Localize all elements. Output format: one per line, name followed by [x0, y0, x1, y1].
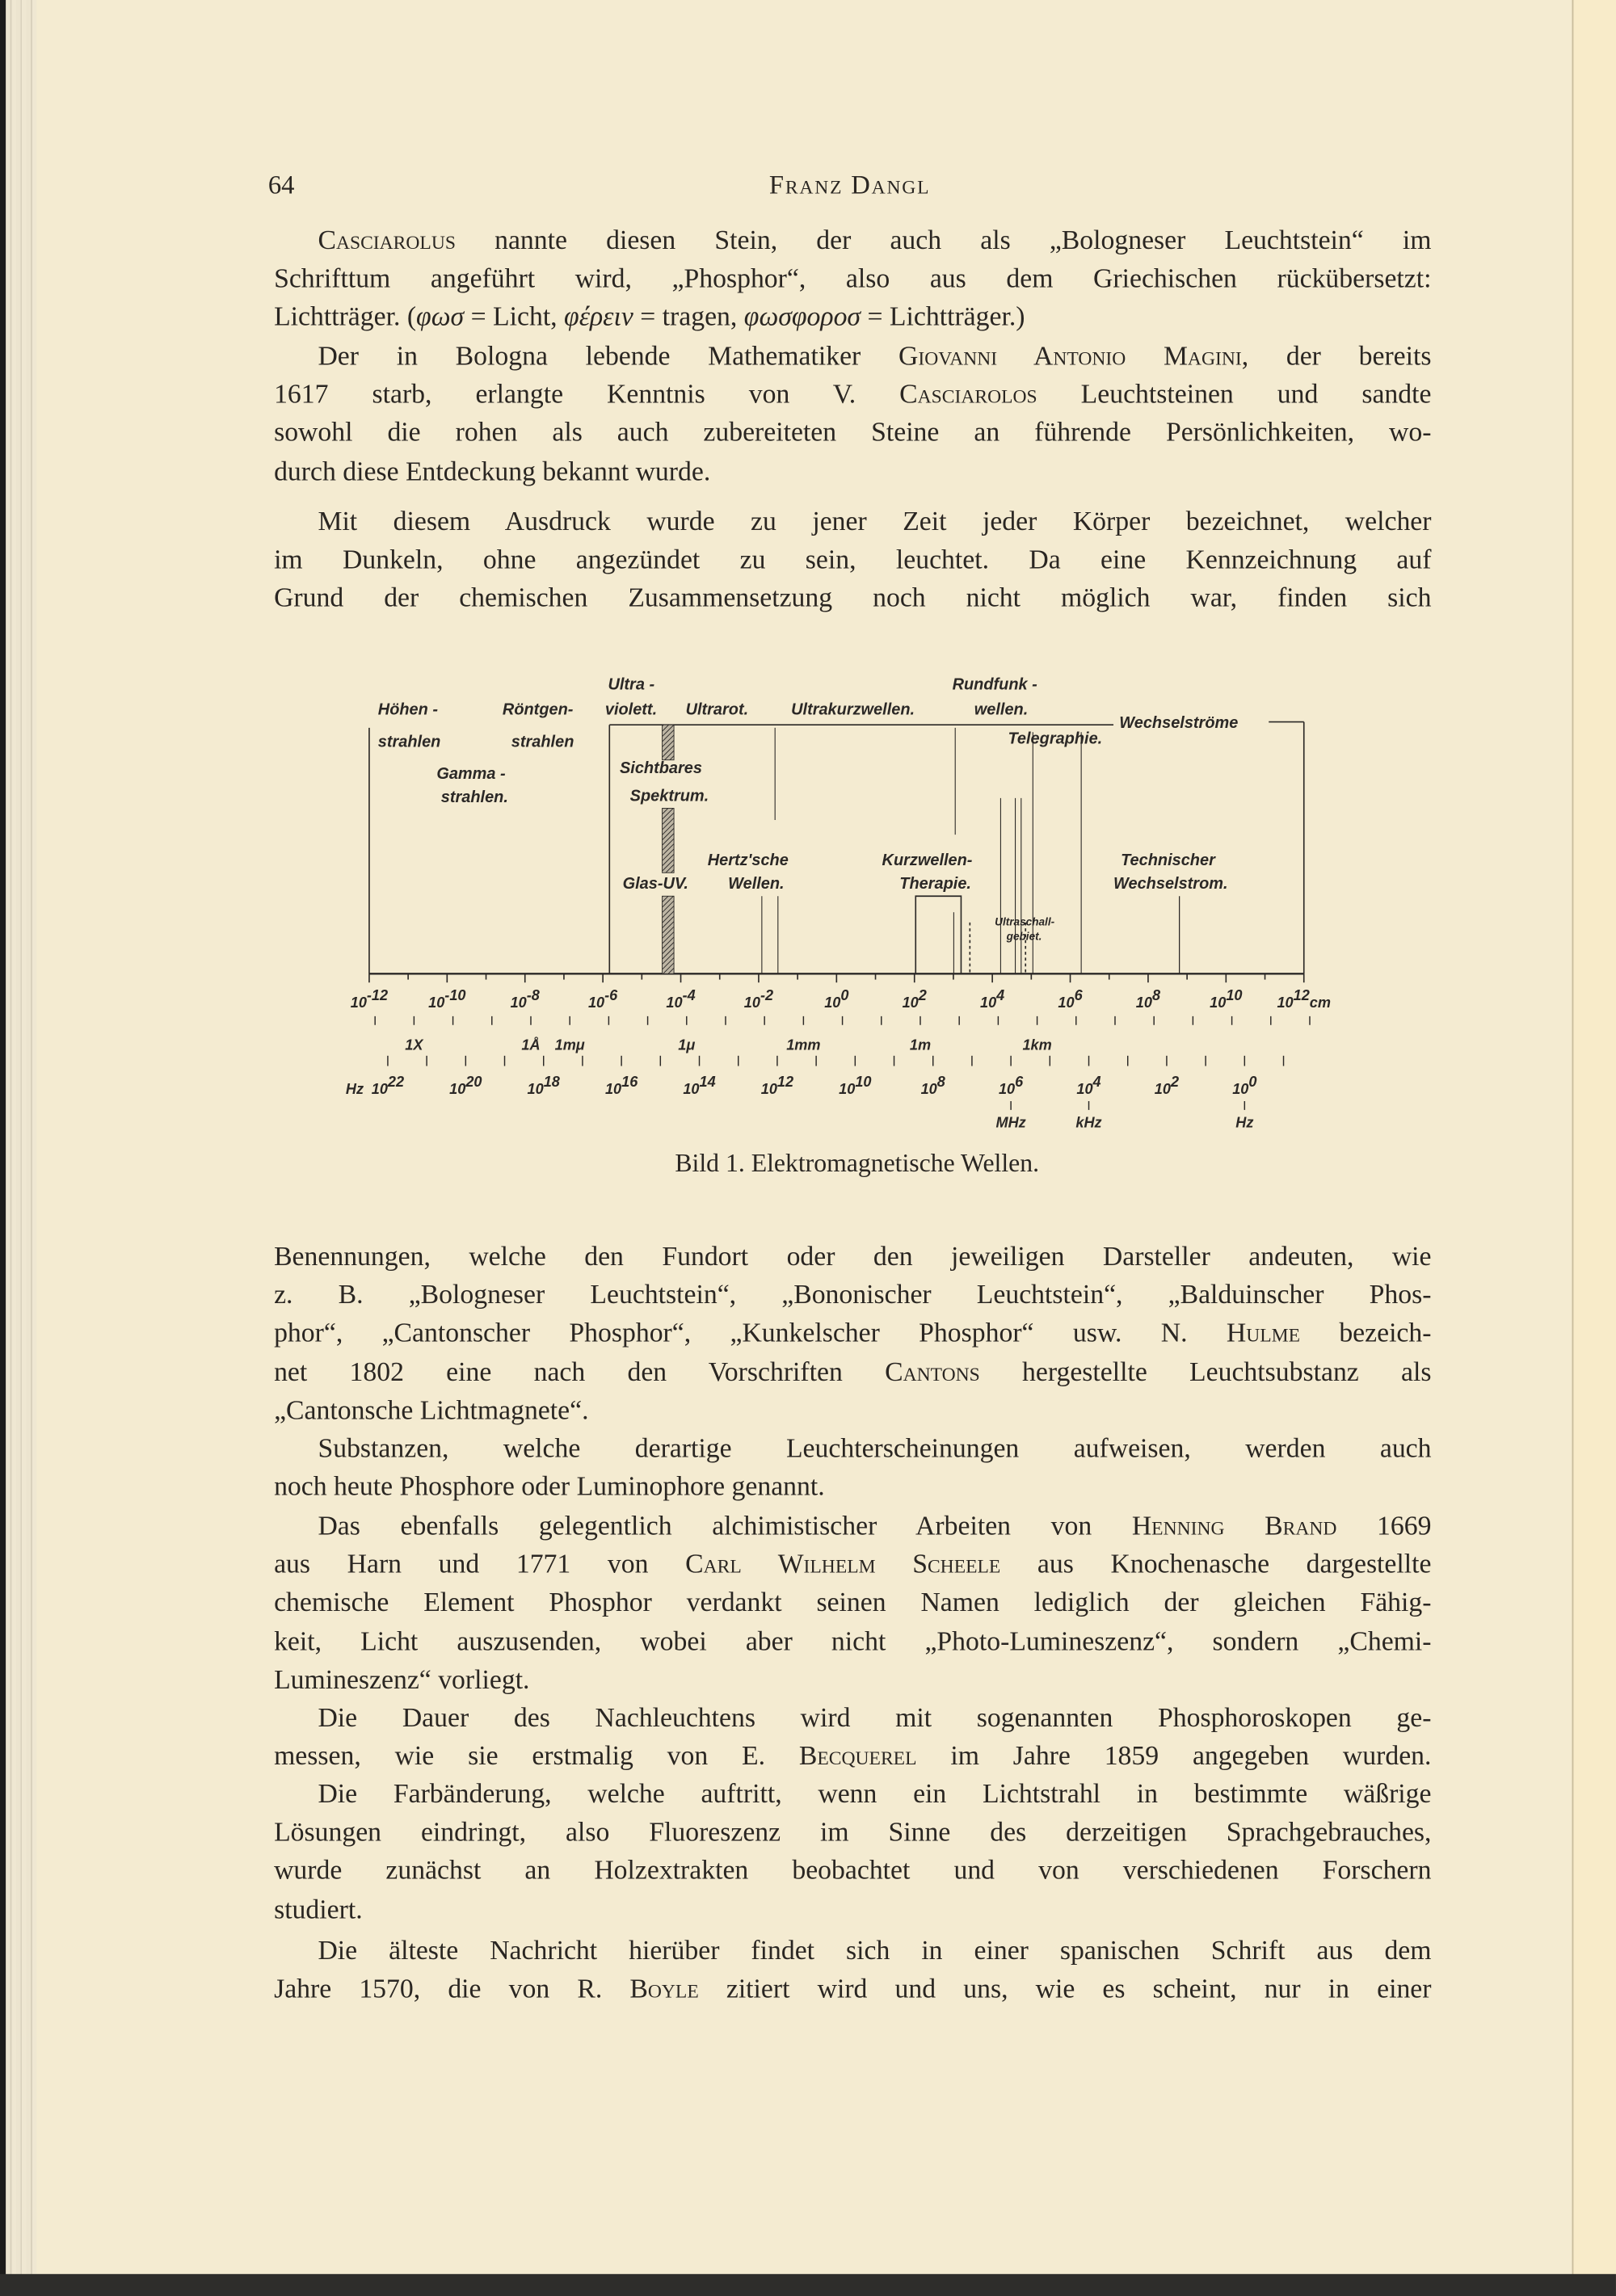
length-unit-label: 1μ: [678, 1037, 696, 1053]
text-run: noch heute Phosphore oder Luminophore genannt.: [274, 1471, 825, 1503]
cm-tick-label: 108: [1135, 986, 1161, 1011]
text-run: , der bereits: [1241, 341, 1432, 372]
text-run: = tragen,: [633, 302, 744, 334]
text-line: [274, 1662, 1431, 1700]
text-run: im Jahre 1859 angegeben wurden.: [916, 1741, 1432, 1772]
label-hertz-1: Hertz'sche: [707, 852, 789, 870]
cm-tick-label: 10-2: [743, 986, 774, 1011]
paragraph: [274, 1700, 1431, 1777]
text-line: [274, 1585, 1431, 1623]
label-sichtbares-2: Spektrum.: [629, 787, 709, 805]
exponent: 2: [918, 986, 927, 1003]
text-run: Die Farbänderung, welche auftritt, wenn ein Lichtstrahl in bestimmte wäßrige: [318, 1779, 1432, 1810]
text-line: [274, 1277, 1431, 1315]
visible-bar-segment: [663, 809, 675, 873]
hz-tick-label: 102: [1154, 1073, 1180, 1097]
text-run: Der in Bologna lebende Mathematiker: [318, 341, 899, 372]
label-gamma-1: Gamma -: [436, 765, 506, 784]
cm-tick-label: 104: [980, 986, 1005, 1011]
length-unit-label: 1mm: [786, 1037, 821, 1053]
label-hoehenstrahlen-2: strahlen: [377, 733, 441, 751]
label-hoehenstrahlen-1: Höhen -: [377, 700, 439, 719]
cm-tick-label: 106: [1058, 986, 1083, 1011]
text-run: Lösungen eindringt, also Fluoreszenz im Sinne des derzeitigen Sprachgebrauches,: [274, 1817, 1432, 1848]
label-ultraschall-2: gebiet.: [1006, 930, 1042, 943]
person-name-smallcaps: Casciarolos: [899, 379, 1037, 410]
hz-tick-label: 1018: [527, 1073, 560, 1097]
text-line: [274, 1815, 1431, 1852]
text-run: 1617 starb, erlangte Kenntnis von V.: [274, 379, 900, 410]
label-technischer-2: Wechselstrom.: [1113, 875, 1228, 894]
exponent: 6: [1074, 986, 1083, 1003]
text-run: Jahre 1570, die von R.: [274, 1974, 630, 2005]
text-run: Lumineszenz“ vorliegt.: [274, 1664, 530, 1696]
paragraph: [274, 1933, 1431, 2010]
text-run: = Lichtträger.): [861, 302, 1025, 334]
diagram-labels: [378, 676, 1239, 943]
text-line: [274, 1238, 1431, 1276]
exponent: 20: [465, 1073, 482, 1090]
person-name-smallcaps: Hulme: [1226, 1318, 1300, 1349]
hz-tick-label: 1014: [683, 1073, 716, 1097]
text-line: [274, 1392, 1431, 1430]
length-unit-label: 1X: [405, 1037, 423, 1053]
paragraph: [274, 1238, 1431, 1430]
greek-word: φέρειν: [564, 302, 633, 334]
text-run: hergestellte Leuchtsubstanz als: [979, 1356, 1432, 1388]
length-unit-label: 1km: [1022, 1037, 1052, 1053]
length-unit-label: 1Å: [521, 1037, 541, 1053]
text-run: studiert.: [274, 1894, 363, 1925]
text-run: Die älteste Nachricht hierüber findet sich in einer spanischen Schrift aus dem: [318, 1936, 1432, 1967]
label-ultraschall-1: Ultraschall-: [995, 915, 1055, 928]
diagram-lines: [369, 722, 1304, 974]
hz-tick-label: 1010: [839, 1073, 872, 1097]
text-run: Leuchtsteinen und sandte: [1037, 379, 1432, 410]
freq-unit-label: MHz: [995, 1114, 1026, 1131]
person-name-smallcaps: Cantons: [885, 1356, 980, 1388]
hz-tick-label: 1016: [604, 1073, 638, 1097]
text-line: [274, 1546, 1431, 1584]
label-rundfunk-1: Rundfunk -: [952, 675, 1037, 694]
figure-caption: Bild 1. Elektromagnetische Wellen.: [675, 1148, 1040, 1178]
cm-tick-label: 10-8: [510, 986, 540, 1011]
text-run: Lichtträger. (: [274, 302, 417, 334]
text-run: aus Knochenasche dargestellte: [1000, 1549, 1432, 1581]
text-run: messen, wie sie erstmalig von E.: [274, 1741, 799, 1772]
exponent: 16: [621, 1073, 638, 1090]
greek-word: φωσφοροσ: [743, 302, 861, 334]
text-run: 1669: [1336, 1511, 1432, 1542]
text-line: [274, 1508, 1431, 1546]
exponent: 12: [776, 1073, 794, 1090]
hz-tick-label: 108: [920, 1073, 945, 1097]
label-wechselstroeme: Wechselströme: [1119, 713, 1239, 732]
paragraph: [274, 1431, 1431, 1508]
text-run: Schrifttum angeführt wird, „Phosphor“, also aus dem Griechischen rückübersetzt:: [274, 263, 1432, 295]
freq-unit-label: kHz: [1075, 1114, 1102, 1131]
exponent: 12: [1293, 986, 1310, 1003]
person-name-smallcaps: Becquerel: [798, 1741, 917, 1772]
hz-tick-label: 104: [1076, 1073, 1101, 1097]
label-ultraviolett-1: Ultra -: [608, 675, 655, 694]
cm-tick-label: 10-12: [350, 986, 389, 1011]
hz-tick-label: 1020: [449, 1073, 482, 1097]
text-line: [274, 1777, 1431, 1815]
exponent: 10: [855, 1073, 872, 1090]
text-run: sowohl die rohen als auch zubereiteten Steine an führende Persönlichkeiten, wo-: [274, 418, 1432, 449]
label-glas-uv: Glas-UV.: [622, 875, 688, 894]
text-run: durch diese Entdeckung bekannt wurde.: [274, 456, 711, 487]
label-roentgen-2: strahlen: [511, 733, 574, 751]
text-line: [274, 1354, 1431, 1392]
text-run: Grund der chemischen Zusammensetzung noch nicht möglich war, finden sich: [274, 583, 1432, 615]
text-run: zitiert wird und uns, wie es scheint, nur in einer: [698, 1974, 1432, 2005]
exponent: -12: [366, 986, 389, 1003]
person-name-smallcaps: Giovanni Antonio Magini: [898, 341, 1242, 372]
cm-unit-label: cm: [1309, 995, 1331, 1011]
label-roentgen-1: Röntgen-: [502, 700, 574, 719]
exponent: 0: [840, 986, 849, 1003]
exponent: -8: [526, 986, 540, 1003]
hz-tick-label: 1022: [371, 1073, 405, 1097]
label-telegraphie: Telegraphie.: [1008, 730, 1103, 748]
hz-tick-label: 1012: [760, 1073, 794, 1097]
text-line: [274, 1469, 1431, 1507]
exponent: -4: [682, 986, 696, 1003]
text-run: Die Dauer des Nachleuchtens wird mit sogenannten Phosphoroskopen ge-: [318, 1702, 1432, 1734]
text-line: [274, 1315, 1431, 1353]
text-run: net 1802 eine nach den Vorschriften: [274, 1356, 886, 1388]
text-line: [274, 1739, 1431, 1777]
cm-tick-label: 10-4: [666, 986, 696, 1011]
text-run: = Licht,: [464, 302, 565, 334]
label-ultrakurzwellen: Ultrakurzwellen.: [791, 700, 915, 719]
label-gamma-2: strahlen.: [440, 788, 508, 807]
person-name-smallcaps: Casciarolus: [318, 225, 456, 257]
text-run: z. B. „Bologneser Leuchtstein“, „Bononischer Leuchtstein“, „Balduinscher Phos-: [274, 1280, 1432, 1311]
text-run: im Dunkeln, ohne angezündet zu sein, leuchtet. Da eine Kennzeichnung auf: [274, 545, 1432, 576]
cm-tick-label: 102: [902, 986, 927, 1011]
label-rundfunk-2: wellen.: [974, 700, 1029, 719]
cm-tick-label: 10-6: [587, 986, 618, 1011]
running-head-author: Franz Dangl: [768, 170, 931, 200]
text-run: Substanzen, welche derartige Leuchterscheinungen aufweisen, werden auch: [318, 1433, 1432, 1465]
text-line: [274, 1971, 1431, 2009]
text-line: [274, 1700, 1431, 1738]
exponent: -2: [760, 986, 774, 1003]
freq-unit-label: Hz: [1235, 1114, 1254, 1131]
person-name-smallcaps: Boyle: [629, 1974, 699, 2005]
hz-axis-unit: Hz: [345, 1080, 364, 1097]
text-run: chemische Element Phosphor verdankt seinen Namen lediglich der gleichen Fähig-: [274, 1587, 1432, 1619]
label-sichtbares-1: Sichtbares: [619, 759, 702, 777]
text-line: [274, 1852, 1431, 1890]
exponent: 6: [1015, 1073, 1024, 1090]
text-run: bezeich-: [1299, 1318, 1432, 1349]
exponent: 8: [1151, 986, 1161, 1003]
label-technischer-1: Technischer: [1121, 852, 1215, 870]
length-unit-label: 1m: [909, 1037, 932, 1053]
text-run: Mit diesem Ausdruck wurde zu jener Zeit jeder Körper bezeichnet, welcher: [318, 507, 1432, 538]
text-run: wurde zunächst an Holzextrakten beobachtet und von verschiedenen Forschern: [274, 1856, 1432, 1887]
cm-tick-label: 1010: [1210, 986, 1243, 1011]
label-ultraviolett-2: violett.: [604, 700, 658, 719]
exponent: 18: [543, 1073, 560, 1090]
text-line: [274, 1431, 1431, 1469]
cm-tick-label: 10-10: [428, 986, 466, 1011]
exponent: 14: [699, 1073, 716, 1090]
exponent: 4: [1092, 1073, 1101, 1090]
diagram-axes: [346, 973, 1331, 1130]
visible-bar-segment: [663, 896, 675, 973]
exponent: -6: [604, 986, 618, 1003]
text-run: keit, Licht auszusenden, wobei aber nicht „Photo-Lumineszenz“, sondern „Chemi-: [274, 1625, 1432, 1657]
paragraph: [274, 1777, 1431, 1930]
text-run: aus Harn und 1771 von: [274, 1549, 686, 1581]
exponent: 0: [1248, 1073, 1257, 1090]
kurzwellen-therapie-bracket: [915, 896, 961, 973]
text-run: Das ebenfalls gelegentlich alchimistischer Arbeiten von: [318, 1511, 1132, 1542]
hz-tick-label: 100: [1232, 1073, 1257, 1097]
visible-bar-segment: [663, 725, 675, 760]
page-number: 64: [267, 170, 295, 200]
text-run: „Cantonsche Lichtmagnete“.: [274, 1394, 589, 1426]
text-line: [274, 1891, 1431, 1929]
hz-tick-label: 106: [999, 1073, 1024, 1097]
label-kurzwellen-1: Kurzwellen-: [882, 852, 973, 870]
exponent: 8: [936, 1073, 945, 1090]
text-run: nannte diesen Stein, der auch als „Bologneser Leuchtstein“ im: [455, 225, 1432, 257]
text-run: Benennungen, welche den Fundort oder den jeweiligen Darsteller andeuten, wie: [274, 1242, 1432, 1273]
paragraph: [274, 1508, 1431, 1700]
label-kurzwellen-2: Therapie.: [899, 875, 971, 894]
exponent: 10: [1226, 986, 1243, 1003]
length-unit-label: 1mμ: [554, 1037, 585, 1053]
exponent: 2: [1170, 1073, 1180, 1090]
label-hertz-2: Wellen.: [728, 875, 785, 894]
text-line: [274, 1623, 1431, 1661]
greek-word: φωσ: [416, 302, 465, 334]
cm-tick-label: 1012cm: [1277, 986, 1331, 1011]
cm-tick-label: 100: [824, 986, 849, 1011]
exponent: 4: [996, 986, 1005, 1003]
label-ultrarot: Ultrarot.: [685, 700, 749, 719]
exponent: 22: [387, 1073, 405, 1090]
exponent: -10: [444, 986, 466, 1003]
person-name-smallcaps: Carl Wilhelm Scheele: [685, 1549, 1001, 1581]
text-run: phor“, „Cantonscher Phosphor“, „Kunkelscher Phosphor“ usw. N.: [274, 1318, 1227, 1349]
text-line: [274, 1933, 1431, 1971]
person-name-smallcaps: Henning Brand: [1131, 1511, 1337, 1542]
